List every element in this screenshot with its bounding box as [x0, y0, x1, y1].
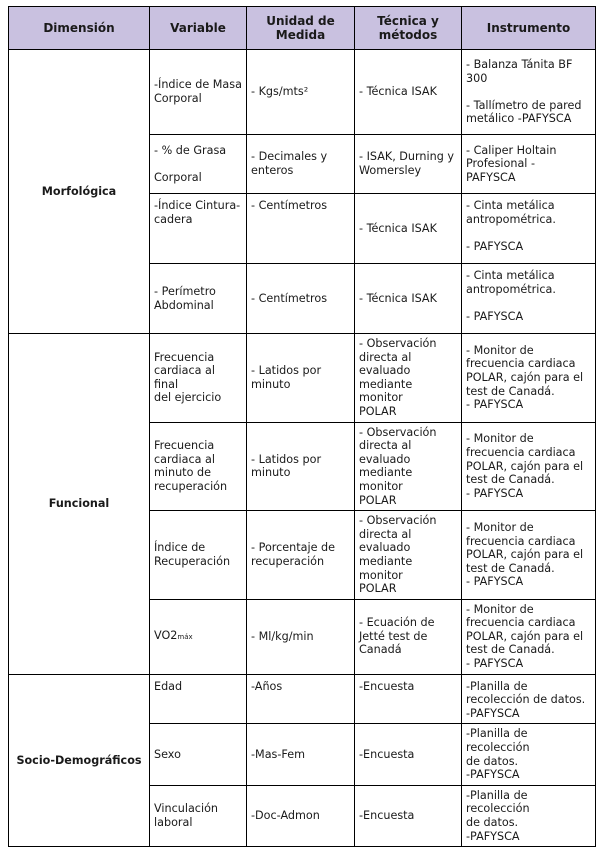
header-variable: Variable	[150, 7, 247, 50]
instrument-cell: - Caliper Holtain Profesional - PAFYSCA	[462, 135, 596, 194]
technique-cell: - Observación directa al evaluado mediante monitor POLAR	[355, 334, 462, 423]
unit-cell: -Doc-Admon	[247, 785, 355, 846]
table-row	[9, 334, 596, 423]
variable-cell: -Índice de Masa Corporal	[150, 50, 247, 135]
technique-cell: -Encuesta	[355, 785, 462, 846]
unit-cell: - Centímetros	[247, 264, 355, 334]
technique-cell: - Observación directa al evaluado mediante monitor POLAR	[355, 511, 462, 600]
variable-cell: Frecuencia cardiaca al minuto de recuperación	[150, 422, 247, 511]
variable-cell	[150, 599, 247, 674]
table-row	[9, 50, 596, 135]
vo2-subscript: máx	[177, 632, 193, 641]
variable-cell: Edad	[150, 674, 247, 724]
table-header-row	[9, 7, 596, 50]
variable-cell: - % de Grasa Corporal	[150, 135, 247, 194]
technique-cell: - Observación directa al evaluado mediante monitor POLAR	[355, 422, 462, 511]
technique-cell: - Técnica ISAK	[355, 264, 462, 334]
header-technique: Técnica y métodos	[355, 7, 462, 50]
header-dimension: Dimensión	[9, 7, 150, 50]
technique-cell: - ISAK, Durning y Womersley	[355, 135, 462, 194]
unit-cell: - Latidos por minuto	[247, 334, 355, 423]
unit-cell: - Kgs/mts²	[247, 50, 355, 135]
instrument-cell: -Planilla de recolección de datos. -PAFYSCA	[462, 724, 596, 785]
variables-table	[8, 6, 596, 847]
unit-cell: - Porcentaje de recuperación	[247, 511, 355, 600]
instrument-cell: - Monitor de frecuencia cardiaca POLAR, cajón para el test de Canadá. - PAFYSCA	[462, 422, 596, 511]
instrument-cell: -Planilla de recolección de datos. -PAFYSCA	[462, 674, 596, 724]
technique-cell: - Técnica ISAK	[355, 194, 462, 264]
instrument-cell: - Cinta metálica antropométrica. - PAFYSCA	[462, 194, 596, 264]
dimension-cell: Funcional	[9, 334, 150, 675]
instrument-cell: -Planilla de recolección de datos. -PAFYSCA	[462, 785, 596, 846]
dimension-cell: Morfológica	[9, 50, 150, 334]
variable-cell: Vinculación laboral	[150, 785, 247, 846]
instrument-cell: - Monitor de frecuencia cardiaca POLAR, cajón para el test de Canadá. - PAFYSCA	[462, 511, 596, 600]
variable-cell: Frecuencia cardiaca al final del ejercicio	[150, 334, 247, 423]
unit-cell: -Años	[247, 674, 355, 724]
vo2-label: VO2	[154, 628, 178, 642]
unit-cell: - Latidos por minuto	[247, 422, 355, 511]
unit-cell: -Mas-Fem	[247, 724, 355, 785]
variable-cell: Índice de Recuperación	[150, 511, 247, 600]
unit-cell: - Ml/kg/min	[247, 599, 355, 674]
header-instrument: Instrumento	[462, 7, 596, 50]
technique-cell: - Técnica ISAK	[355, 50, 462, 135]
technique-cell: - Ecuación de Jetté test de Canadá	[355, 599, 462, 674]
technique-cell: -Encuesta	[355, 674, 462, 724]
instrument-cell: - Monitor de frecuencia cardiaca POLAR, cajón para el test de Canadá. - PAFYSCA	[462, 334, 596, 423]
instrument-cell: - Cinta metálica antropométrica. - PAFYSCA	[462, 264, 596, 334]
header-unit: Unidad de Medida	[247, 7, 355, 50]
variable-cell: - Perímetro Abdominal	[150, 264, 247, 334]
technique-cell: -Encuesta	[355, 724, 462, 785]
instrument-cell: - Balanza Tánita BF 300 - Tallímetro de pared metálico -PAFYSCA	[462, 50, 596, 135]
table-row	[9, 674, 596, 724]
variable-cell: -Índice Cintura- cadera	[150, 194, 247, 264]
dimension-cell: Socio-Demográficos	[9, 674, 150, 847]
unit-cell: - Decimales y enteros	[247, 135, 355, 194]
instrument-cell: - Monitor de frecuencia cardiaca POLAR, cajón para el test de Canadá. - PAFYSCA	[462, 599, 596, 674]
variable-cell: Sexo	[150, 724, 247, 785]
unit-cell: - Centímetros	[247, 194, 355, 264]
